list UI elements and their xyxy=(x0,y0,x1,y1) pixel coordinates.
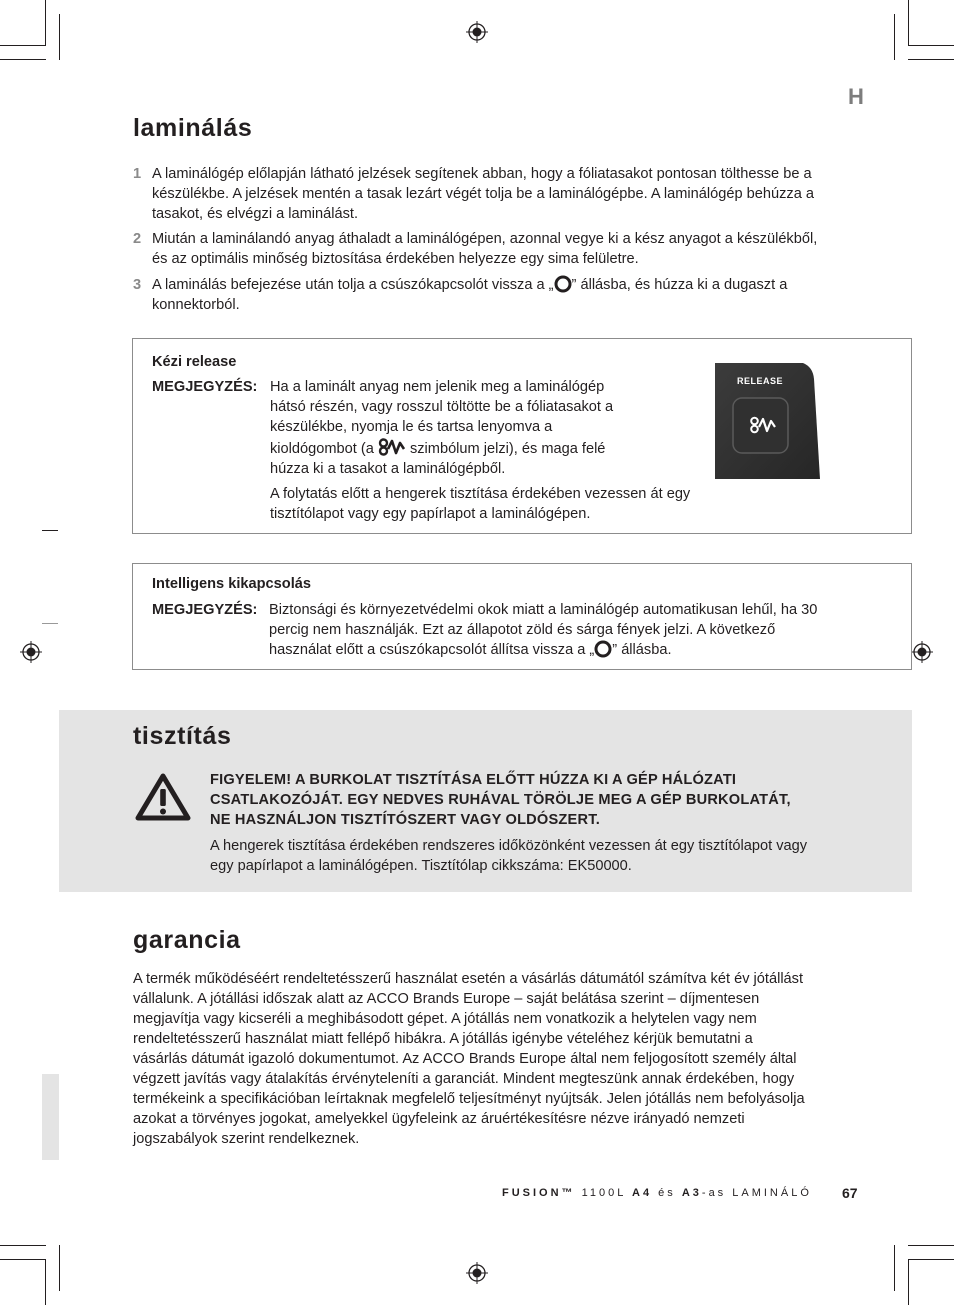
crop-mark xyxy=(0,45,46,46)
crop-mark xyxy=(45,1259,46,1305)
section-heading-cleaning: tisztítás xyxy=(133,722,232,750)
warning-triangle-icon xyxy=(135,772,191,822)
crop-mark xyxy=(42,623,58,624)
note-text xyxy=(270,377,642,479)
registration-mark-icon xyxy=(911,641,933,663)
registration-mark-icon xyxy=(466,1262,488,1284)
section-heading-lamination: laminálás xyxy=(133,114,253,142)
crop-mark xyxy=(908,1245,954,1246)
cleaning-section xyxy=(59,710,912,892)
registration-mark-icon xyxy=(20,641,42,663)
crop-mark xyxy=(0,59,46,60)
note-text-part: Ha a laminált anyag nem jelenik meg a laminálógép hátsó részén, vagy rosszul töltötte be a fóliatasakot a készülékbe, nyomja le és tartsa lenyomva a kioldógombot (a xyxy=(270,379,614,457)
step-number: 3 xyxy=(133,277,142,293)
manual-release-box xyxy=(132,338,912,534)
note-text-part: ” állásba. xyxy=(612,642,672,658)
section-heading-warranty: garancia xyxy=(133,926,241,954)
footer-brand: FUSION™ xyxy=(502,1187,576,1199)
crop-mark xyxy=(59,1245,60,1291)
warranty-text: A termék működéséért rendeltetésszerű használat esetén a vásárlás dátumától számítva két év jótállást vállalunk. A jótállási időszak alatt az ACCO Brands Europe – saját belátása szerint – díjmentesen megjavítja vagy kicseréli a meghibásodott gépet. A jótállás nem vonatkozik a helytelen vagy nem rendeltetésszerű használat miatt fellépő hibákra. A jótállás igénybe vételéhez kérjük bemutatni a vásárlás dátumát igazoló dokumentumot. Az ACCO Brands Europe által nem feljogosított személy által végzett javítás vagy átalakítás érvényteleníti a garanciát. Mindent megteszünk annak érdekében, hogy termékeink a specifikációban leírtaknak megfelelő teljesítményt nyújtsák. Jelen jótállás nem befolyásolja azokat a törvényes jogokat, amelyekkel ügyfeleink az áruértékesítésre nézve irányadó nemzeti jogszabályok szerint rendelkeznek. xyxy=(133,971,805,1147)
registration-mark-icon xyxy=(466,21,488,43)
crop-mark xyxy=(59,14,60,60)
release-wave-icon xyxy=(378,437,406,457)
step-text-part: A laminálás befejezése után tolja a csúszókapcsolót vissza a „ xyxy=(152,277,554,293)
crop-mark xyxy=(42,530,58,531)
off-position-circle-icon xyxy=(594,640,612,658)
note-text-2: A folytatás előtt a hengerek tisztítása érdekében vezessen át egy tisztítólapot vagy egy papírlapot a laminálógépen. xyxy=(270,486,691,522)
step-text: A laminálógép előlapján látható jelzések segítenek abban, hogy a fóliatasakot pontosan tölthesse be a készülékbe. A jelzések mentén a tasak lezárt végét tolja be a laminálógépbe. A laminálógép behúzza a tasakot, és elvégzi a laminálást. xyxy=(152,166,815,222)
crop-mark xyxy=(908,0,909,46)
step-item xyxy=(133,229,833,269)
note-text xyxy=(269,600,825,660)
footer-a3: A3 xyxy=(681,1187,702,1199)
crop-mark xyxy=(45,0,46,46)
step-item xyxy=(133,164,833,224)
box-title: Kézi release xyxy=(152,354,237,370)
crop-mark xyxy=(908,1259,909,1305)
auto-off-box xyxy=(132,563,912,670)
footer-rest: -as LAMINÁLÓ xyxy=(701,1187,812,1199)
warning-text: FIGYELEM! A BURKOLAT TISZTÍTÁSA ELŐTT HÚZZA KI A GÉP HÁLÓZATI CSATLAKOZÓJÁT. EGY NEDVES RUHÁVAL TÖRÖLJE MEG A GÉP BURKOLATÁT, NE HASZNÁLJON TISZTÍTÓSZERT VAGY OLDÓSZERT. xyxy=(210,772,791,828)
crop-mark xyxy=(0,1245,46,1246)
box-title: Intelligens kikapcsolás xyxy=(152,576,311,592)
step-number: 2 xyxy=(133,231,142,247)
off-position-circle-icon xyxy=(554,275,572,293)
note-label: MEGJEGYZÉS: xyxy=(152,602,258,618)
note-text-part: szimbólum jelzi), és maga felé húzza ki a tasakot a laminálógépből. xyxy=(270,441,606,477)
crop-mark xyxy=(908,1259,954,1260)
side-tab-marker xyxy=(42,1074,59,1160)
note-label: MEGJEGYZÉS: xyxy=(152,379,258,395)
crop-mark xyxy=(894,1245,895,1291)
crop-mark xyxy=(0,1259,46,1260)
step-item xyxy=(133,275,833,315)
page-number: 67 xyxy=(842,1185,858,1201)
footer-and: és xyxy=(652,1187,682,1199)
crop-mark xyxy=(894,14,895,60)
step-text xyxy=(152,275,833,315)
release-wave-icon xyxy=(749,415,777,435)
step-number: 1 xyxy=(133,166,142,182)
crop-mark xyxy=(908,59,954,60)
footer-model: 1100L xyxy=(575,1187,633,1199)
footer-product-name xyxy=(502,1187,812,1199)
cleaning-text: A hengerek tisztítása érdekében rendszeres időközönként vezessen át egy tisztítólapot vagy egy papírlapot a laminálógépen. Tisztítólap cikkszáma: EK50000. xyxy=(210,838,808,874)
footer-a4: A4 xyxy=(632,1187,653,1199)
note-text-part: Biztonsági és környezetvédelmi okok miatt a laminálógép automatikusan lehűl, ha 30 percig nem használják. Ezt az állapotot zöld és sárga fények jelzi. A következő használat előtt a csúszókapcsolót állítsa vissza a „ xyxy=(269,602,818,658)
step-text-part: ” állásba, és húzza ki a dugaszt a konnektorból. xyxy=(152,277,788,313)
release-image-label: RELEASE xyxy=(737,376,784,386)
crop-mark xyxy=(908,45,954,46)
language-marker: H xyxy=(848,84,864,109)
step-text: Miután a laminálandó anyag áthaladt a laminálógépen, azonnal vegye ki a kész anyagot a készülékből, és az optimális minőség biztosítása érdekében helyezze egy sima felületre. xyxy=(152,231,818,267)
